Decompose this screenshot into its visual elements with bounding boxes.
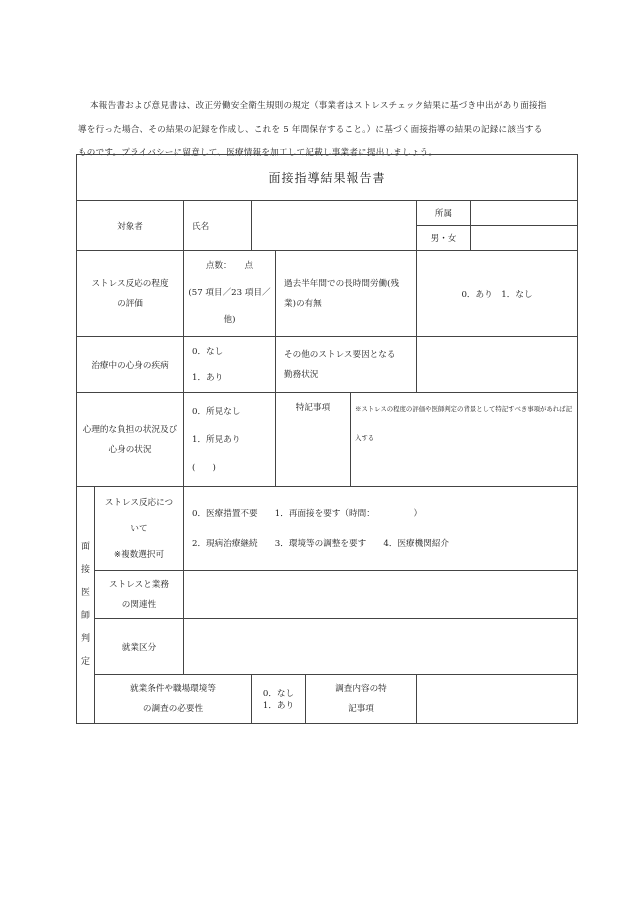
stress-eval-label: ストレス反応の程度 の評価 [77,251,184,337]
work-class-label: 就業区分 [95,619,184,675]
name-field[interactable] [252,201,417,251]
intro-line-2: 導を行った場合、その結果の記録を作成し、これを 5 年間保存すること。）に基づく面接指導の結果の記録に該当する [78,124,543,135]
env-survey-label: 就業条件や職場環境等 の調査の必要性 [95,675,252,724]
judgement-vertical-label: 面 接 医 師 判 定 [77,487,95,724]
survey-notes-field[interactable] [417,675,578,724]
intro-line-3: ものです。プライバシーに留意して、医療情報を加工して記載し事業者に提出しましょう。 [78,148,438,158]
other-stress-field[interactable] [417,337,578,393]
score-cell[interactable]: 点数： 点 (57 項目／23 項目／ 他) [184,251,276,337]
stress-response-options[interactable]: 0．医療措置不要 1．再面接を要す（時間： ） 2．現病治療継続 3．環境等の調整を要す 4．医療機関紹介 [184,487,578,571]
subject-label: 対象者 [77,201,184,251]
special-notes-field[interactable]: ※ストレスの程度の評価や医師判定の背景として特記すべき事項があれば記入する [351,393,578,487]
treatment-options[interactable]: 0．なし 1．あり [184,337,276,393]
gender-select[interactable]: 男・女 [417,226,471,251]
report-form [76,154,578,724]
treatment-label: 治療中の心身の疾病 [77,337,184,393]
form-title: 面接指導結果報告書 [77,155,578,201]
stress-response-label: ストレス反応につ いて ※複数選択可 [95,487,184,571]
dept-label: 所属 [417,201,471,226]
other-stress-label: その他のストレス要因となる 勤務状況 [276,337,417,393]
mental-options[interactable]: 0．所見なし 1．所見あり ( ) [184,393,276,487]
special-notes-label: 特記事項 [276,393,351,487]
dept-field[interactable] [471,201,578,226]
gender-blank [471,226,578,251]
overtime-options[interactable]: 0．あり 1．なし [417,251,578,337]
work-class-field[interactable] [184,619,578,675]
survey-notes-label: 調査内容の特 記事項 [306,675,417,724]
name-label: 氏名 [184,201,252,251]
work-relation-field[interactable] [184,571,578,619]
work-relation-label: ストレスと業務 の関連性 [95,571,184,619]
mental-state-label: 心理的な負担の状況及び 心身の状況 [77,393,184,487]
env-survey-options[interactable]: 0．なし 1．あり [252,675,306,724]
overtime-label: 過去半年間での長時間労働(残 業)の有無 [276,251,417,337]
intro-line-1: 本報告書および意見書は、改正労働安全衛生規則の規定（事業者はストレスチェック結果に基づき申出があり面接指 [90,101,547,111]
